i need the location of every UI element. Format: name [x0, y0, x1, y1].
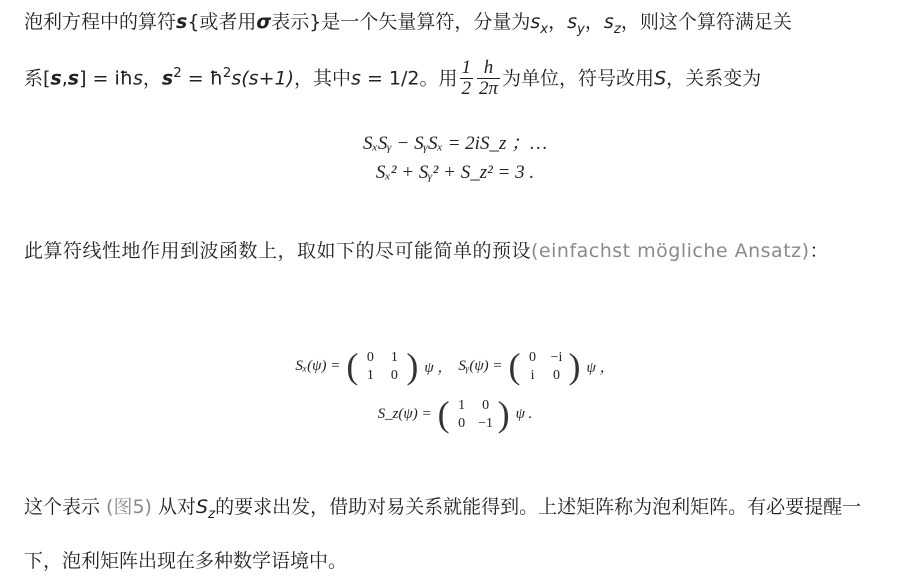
right-paren: )	[406, 346, 419, 386]
german-term: (einfachst mögliche Ansatz)	[531, 240, 810, 262]
paragraph-pauli-matrices	[24, 484, 886, 584]
intro-text: 为单位，符号改用	[502, 67, 655, 90]
matrix-cell: −i	[550, 349, 563, 365]
superscript-2: 2	[222, 66, 232, 81]
figure-reference-link[interactable]: (图5)	[106, 496, 152, 518]
paragraph-ansatz	[24, 232, 886, 270]
symbol-S: S	[654, 67, 667, 90]
matrix-cell: 0	[482, 397, 490, 413]
matrix-grid	[358, 349, 406, 384]
subscript-y: y	[577, 21, 585, 37]
matrix-cell: 0	[553, 367, 561, 383]
matrix-grid	[450, 397, 498, 432]
intro-text: ，关系变为	[666, 67, 762, 90]
fraction-h-over-2pi	[477, 58, 500, 99]
psi-suffix: ψ ，	[424, 359, 453, 376]
symbol-s-bold: s	[50, 67, 62, 90]
matrix-cell: 0	[458, 415, 466, 431]
psi-suffix: ψ ，	[586, 359, 615, 376]
intro-line-1	[24, 2, 886, 46]
denominator: 2	[461, 78, 472, 100]
subscript-z: z	[208, 506, 216, 522]
intro-text: 系[	[24, 67, 51, 90]
intro-text: {或者用	[187, 11, 257, 33]
denominator: 2π	[479, 78, 499, 100]
ansatz-text: 此算符线性地作用到波函数上，取如下的尽可能简单的预设	[24, 240, 532, 262]
body-text: 从对	[151, 496, 197, 518]
symbol-sz: s	[603, 11, 614, 33]
symbol-sy: s	[567, 11, 578, 33]
intro-text: ，其中	[294, 67, 352, 90]
intro-line-2	[24, 46, 886, 102]
superscript-2: 2	[173, 66, 182, 81]
left-paren: (	[346, 346, 359, 386]
intro-text: = 1/2。用	[360, 67, 458, 90]
pauli-matrix-z	[438, 396, 510, 432]
matrix-cell: 1	[458, 397, 466, 413]
numerator: 1	[461, 57, 472, 79]
paragraph-pauli-intro	[24, 2, 886, 102]
subscript-z: z	[613, 21, 621, 37]
symbol-s-bold: s	[176, 11, 188, 33]
matrix-cell: i	[530, 367, 535, 383]
sz-label: S_z(ψ) =	[377, 405, 432, 422]
matrix-cell: 0	[366, 349, 374, 365]
separator: ，	[584, 11, 604, 33]
intro-text: 表示}是一个矢量算符，分量为	[271, 11, 531, 33]
sx-label: Sₓ(ψ) =	[295, 357, 341, 374]
separator: ，	[142, 67, 162, 90]
fraction-one-half	[460, 58, 474, 99]
symbol-sigma: σ	[256, 11, 272, 33]
symbol-sx: s	[530, 11, 541, 33]
pauli-matrix-x	[346, 348, 418, 384]
matrix-cell: 0	[390, 367, 398, 383]
matrix-cell: 1	[390, 349, 398, 365]
matrix-row	[0, 396, 910, 432]
separator: ，	[548, 11, 568, 33]
intro-text: 泡利方程中的算符	[24, 11, 177, 33]
commutation-relation: ] = iħ	[79, 67, 133, 90]
separator: ,	[61, 67, 68, 90]
body-text: 的要求出发，借助对易关系就能得到。上述矩阵称为泡利矩阵。有必要提醒一下，泡利矩阵出现在多种数学语境中。	[24, 496, 862, 572]
matrix-grid	[521, 349, 569, 384]
symbol-s-bold: s	[67, 67, 80, 90]
numerator: h	[477, 58, 500, 79]
sy-label: Sᵧ(ψ) =	[458, 357, 503, 374]
separator: ：	[809, 240, 830, 262]
pauli-matrix-y	[509, 348, 581, 384]
right-paren: )	[497, 394, 510, 434]
body-text: 这个表示	[24, 496, 107, 518]
matrix-row	[0, 348, 910, 384]
matrix-cell: 0	[529, 349, 537, 365]
matrix-cell: −1	[478, 415, 494, 431]
symbol-S: S	[196, 496, 209, 518]
equation-square-sum: Sₓ² + Sᵧ² + S_z² = 3 .	[375, 162, 535, 183]
matrix-cell: 1	[366, 367, 374, 383]
right-paren: )	[568, 346, 581, 386]
left-paren: (	[508, 346, 521, 386]
eigenvalue-relation: = ħ	[181, 67, 223, 90]
psi-suffix: ψ .	[515, 405, 533, 422]
symbol-s: s	[133, 67, 143, 90]
symbol-s-bold: s	[161, 67, 174, 90]
symbol-s: s	[351, 67, 361, 90]
matrix-row-z	[0, 396, 910, 432]
equation-commutator: SₓSᵧ − SᵧSₓ = 2iS_z ；…	[362, 133, 548, 154]
matrix-row-xy	[0, 348, 910, 384]
subscript-x: x	[540, 21, 549, 37]
left-paren: (	[437, 394, 450, 434]
intro-text: ，则这个算符满足关	[620, 11, 792, 33]
spin-expression: s(s+1)	[231, 67, 295, 90]
